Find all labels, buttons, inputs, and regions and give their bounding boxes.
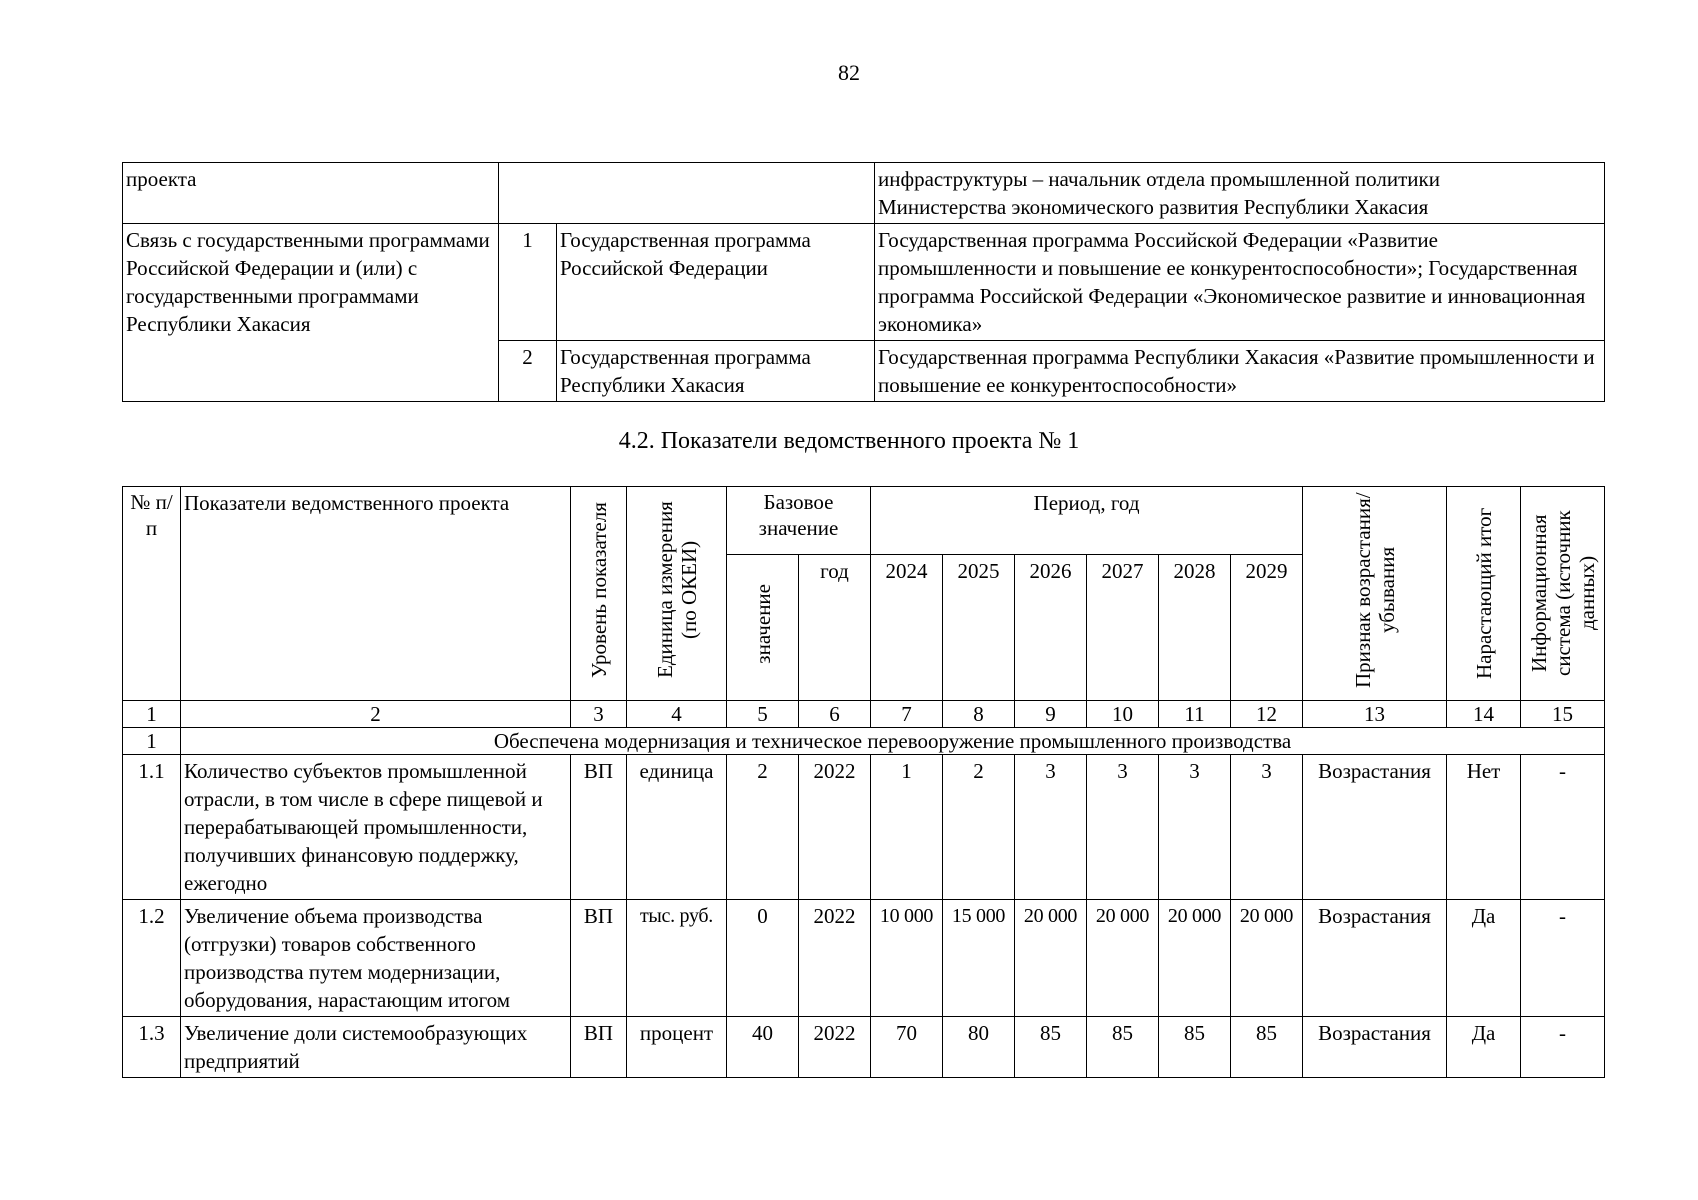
- row-year-value: 20 000: [1159, 900, 1231, 1017]
- header-year: 2024: [871, 554, 943, 700]
- table-row: [123, 224, 1605, 341]
- header-indicator: Показатели ведомственного проекта: [181, 487, 571, 701]
- row-year-value: 85: [1015, 1017, 1087, 1078]
- column-number: 15: [1521, 701, 1605, 728]
- column-number: 5: [727, 701, 799, 728]
- goal-number: 1: [123, 728, 181, 755]
- page-number: 82: [838, 60, 860, 85]
- item-type: Государственная программа Республики Хакасия: [557, 341, 875, 402]
- table-row: [123, 163, 1605, 224]
- header-trend-text: Признак возрастания/ убывания: [1350, 492, 1399, 688]
- header-base: Базовое значение: [727, 487, 871, 555]
- header-trend: [1303, 487, 1447, 701]
- row-level: ВП: [571, 1017, 627, 1078]
- header-info-system-text: Информационная система (источник данных): [1526, 510, 1599, 676]
- item-number: 1: [499, 224, 557, 341]
- header-unit-text: Единица измерения (по ОКЕИ): [652, 501, 701, 679]
- empty-cell: [499, 163, 875, 224]
- row-label: проекта: [123, 163, 499, 224]
- row-year-value: 80: [943, 1017, 1015, 1078]
- column-numbers-row: [123, 701, 1605, 728]
- header-info-system: [1521, 487, 1605, 701]
- header-base-value: [727, 554, 799, 700]
- row-info-system: -: [1521, 755, 1605, 900]
- header-row: [123, 487, 1605, 555]
- row-label: Связь с государственными программами Российской Федерации и (или) с государственными программами Республики Хакасия: [123, 224, 499, 402]
- column-number: 10: [1087, 701, 1159, 728]
- section-heading: 4.2. Показатели ведомственного проекта № 1: [618, 428, 1080, 454]
- row-trend: Возрастания: [1303, 755, 1447, 900]
- row-indicator: Количество субъектов промышленной отрасли, в том числе в сфере пищевой и перерабатывающей промышленности, получивших финансовую поддержку, ежегодно: [181, 755, 571, 900]
- row-trend: Возрастания: [1303, 900, 1447, 1017]
- table-row: [123, 900, 1605, 1017]
- row-base-year: 2022: [799, 755, 871, 900]
- goal-row: [123, 728, 1605, 755]
- header-level-text: Уровень показателя: [586, 502, 611, 678]
- table-row: [123, 1017, 1605, 1078]
- column-number: 6: [799, 701, 871, 728]
- row-year-value: 1: [871, 755, 943, 900]
- header-base-year: год: [799, 554, 871, 700]
- header-level: [571, 487, 627, 701]
- row-value-line2: Министерства экономического развития Республики Хакасия: [878, 195, 1429, 219]
- row-info-system: -: [1521, 900, 1605, 1017]
- row-year-value: 3: [1231, 755, 1303, 900]
- row-year-value: 85: [1087, 1017, 1159, 1078]
- row-year-value: 3: [1087, 755, 1159, 900]
- header-year: 2025: [943, 554, 1015, 700]
- header-unit: [627, 487, 727, 701]
- row-year-value: 20 000: [1087, 900, 1159, 1017]
- row-year-value: 85: [1231, 1017, 1303, 1078]
- row-year-value: 3: [1015, 755, 1087, 900]
- header-year: 2027: [1087, 554, 1159, 700]
- row-level: ВП: [571, 900, 627, 1017]
- goal-text: Обеспечена модернизация и техническое перевооружение промышленного производства: [181, 728, 1605, 755]
- row-info-system: -: [1521, 1017, 1605, 1078]
- header-cumulative: [1447, 487, 1521, 701]
- row-cumulative: Да: [1447, 900, 1521, 1017]
- header-period: Период, год: [871, 487, 1303, 555]
- column-number: 14: [1447, 701, 1521, 728]
- column-number: 8: [943, 701, 1015, 728]
- row-year-value: 20 000: [1015, 900, 1087, 1017]
- column-number: 1: [123, 701, 181, 728]
- column-number: 11: [1159, 701, 1231, 728]
- column-number: 3: [571, 701, 627, 728]
- row-num: 1.3: [123, 1017, 181, 1078]
- row-cumulative: Нет: [1447, 755, 1521, 900]
- header-year: 2029: [1231, 554, 1303, 700]
- row-base-year: 2022: [799, 1017, 871, 1078]
- column-number: 7: [871, 701, 943, 728]
- row-indicator: Увеличение объема производства (отгрузки) товаров собственного производства путем модернизации, оборудования, нарастающим итогом: [181, 900, 571, 1017]
- indicators-table: [122, 486, 1605, 1078]
- table-row: [123, 755, 1605, 900]
- row-trend: Возрастания: [1303, 1017, 1447, 1078]
- column-number: 12: [1231, 701, 1303, 728]
- row-year-value: 85: [1159, 1017, 1231, 1078]
- row-unit: единица: [627, 755, 727, 900]
- column-number: 4: [627, 701, 727, 728]
- column-number: 13: [1303, 701, 1447, 728]
- row-base-year: 2022: [799, 900, 871, 1017]
- item-type: Государственная программа Российской Федерации: [557, 224, 875, 341]
- project-info-table: [122, 162, 1605, 402]
- row-unit: процент: [627, 1017, 727, 1078]
- row-unit: тыс. руб.: [627, 900, 727, 1017]
- row-num: 1.1: [123, 755, 181, 900]
- header-year: 2028: [1159, 554, 1231, 700]
- column-number: 9: [1015, 701, 1087, 728]
- row-year-value: 3: [1159, 755, 1231, 900]
- header-base-value-text: значение: [750, 583, 775, 664]
- row-year-value: 10 000: [871, 900, 943, 1017]
- row-year-value: 70: [871, 1017, 943, 1078]
- row-cumulative: Да: [1447, 1017, 1521, 1078]
- row-year-value: 20 000: [1231, 900, 1303, 1017]
- row-base-value: 40: [727, 1017, 799, 1078]
- row-indicator: Увеличение доли системообразующих предприятий: [181, 1017, 571, 1078]
- column-number: 2: [181, 701, 571, 728]
- header-cumulative-text: Нарастающий итог: [1471, 507, 1496, 679]
- item-value: Государственная программа Российской Федерации «Развитие промышленности и повышение ее конкурентоспособности»; Государственная программа Российской Федерации «Экономическое развитие и инновационная экономика»: [875, 224, 1605, 341]
- row-value-line1: инфраструктуры – начальник отдела промышленной политики: [878, 167, 1440, 191]
- row-base-value: 0: [727, 900, 799, 1017]
- item-number: 2: [499, 341, 557, 402]
- row-level: ВП: [571, 755, 627, 900]
- row-value: [875, 163, 1605, 224]
- row-num: 1.2: [123, 900, 181, 1017]
- header-year: 2026: [1015, 554, 1087, 700]
- row-base-value: 2: [727, 755, 799, 900]
- row-year-value: 15 000: [943, 900, 1015, 1017]
- row-year-value: 2: [943, 755, 1015, 900]
- header-num: № п/п: [123, 487, 181, 701]
- item-value: Государственная программа Республики Хакасия «Развитие промышленности и повышение ее конкурентоспособности»: [875, 341, 1605, 402]
